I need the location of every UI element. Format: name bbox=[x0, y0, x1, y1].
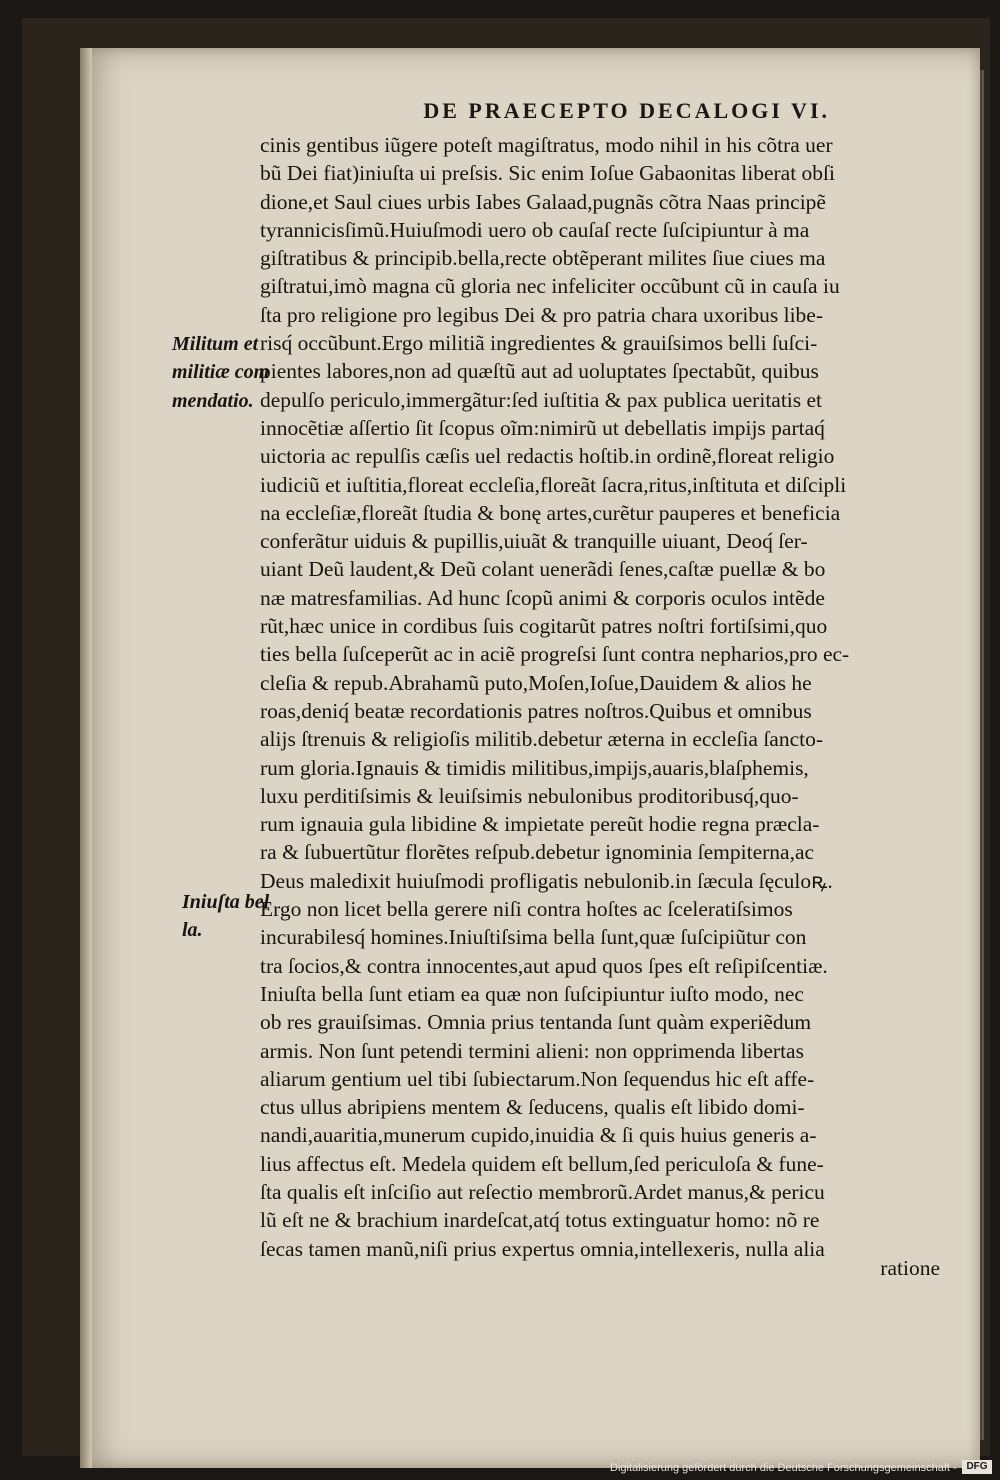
marginal-line: mendatio. bbox=[172, 389, 254, 412]
dfg-logo: DFG bbox=[962, 1460, 992, 1474]
running-header: DE PRAECEPTO DECALOGI VI. bbox=[423, 98, 830, 123]
text-line: Deus maledixit huiuſmodi profligatis nebulonib.in ſæcula ſęculoꝶ. bbox=[260, 868, 833, 893]
text-line: incurabilesq́ homines.Iniuſtiſsima bella ſunt,quæ ſuſcipiũtur con bbox=[260, 925, 807, 950]
text-line: pientes labores,non ad quæſtũ aut ad uoluptates ſpectabũt, quibus bbox=[260, 359, 819, 384]
spine-shadow bbox=[80, 48, 92, 1468]
marginal-line: Iniuſta bel bbox=[182, 891, 270, 913]
digitization-credit: Digitalisierung gefördert durch die Deutsche Forschungsgemeinschaft - bbox=[610, 1462, 957, 1474]
text-line: giſtratui,imò magna cũ gloria nec infeliciter occũbunt cũ in cauſa iu bbox=[260, 274, 840, 299]
marginal-note-iniusta bbox=[182, 888, 269, 945]
text-line: ob res grauiſsimas. Omnia prius tentanda ſunt quàm experiẽdum bbox=[260, 1010, 812, 1035]
text-line: giſtratibus & principib.bella,recte obtẽperant milites ſiue ciues ma bbox=[260, 246, 826, 271]
marginal-note-militum bbox=[172, 330, 269, 415]
text-line: næ matresfamilias. Ad hunc ſcopũ animi & corporis oculos intẽde bbox=[260, 585, 825, 610]
text-line: ra & ſubuertũtur florẽtes reſpub.debetur ignominia ſempiterna,ac bbox=[260, 840, 815, 865]
text-line: cinis gentibus iũgere poteſt magiſtratus, modo nihil in his cõtra uer bbox=[260, 133, 833, 157]
text-line: uiant Deũ laudent,& Deũ colant uenerãdi ſenes,caſtæ puellæ & bo bbox=[260, 557, 826, 582]
text-line: lius affectus eſt. Medela quidem eſt bellum,ſed periculoſa & fune- bbox=[260, 1151, 824, 1176]
text-line: nandi,auaritia,munerum cupido,inuidia & ſi quis huius generis a- bbox=[260, 1123, 817, 1148]
text-line: risq́ occũbunt.Ergo militiã ingredientes & grauiſsimos belli ſuſci- bbox=[260, 331, 818, 356]
text-line: ſta qualis eſt inſciſio aut reſectio membrorũ.Ardet manus,& pericu bbox=[260, 1179, 825, 1204]
marginal-line: militiæ com bbox=[172, 361, 270, 384]
text-line: ſecas tamen manũ,niſi prius expertus omnia,intellexeris, nulla alia bbox=[260, 1236, 825, 1261]
body-text bbox=[260, 131, 950, 1263]
text-line: aliarum gentium uel tibi ſubiectarum.Non ſequendus hic eſt affe- bbox=[260, 1066, 815, 1091]
catchword: ratione bbox=[880, 1256, 940, 1280]
text-line: ties bella ſuſceperũt ac in aciẽ progreſsi ſunt contra nepharios,pro ec- bbox=[260, 642, 850, 667]
text-line: Ergo non licet bella gerere niſi contra hoſtes ac ſceleratiſsimos bbox=[260, 897, 793, 922]
text-line: dione,et Saul ciues urbis Iabes Galaad,pugnãs cõtra Naas principẽ bbox=[260, 189, 826, 214]
text-line: conferãtur uiduis & pupillis,uiuãt & tranquille uiuant, Deoq́ ſer- bbox=[260, 529, 808, 554]
text-line: tyrannicisſimũ.Huiuſmodi uero ob cauſaſ recte ſuſcipiuntur à ma bbox=[260, 217, 810, 242]
text-line: innocẽtiæ aſſertio ſit ſcopus oĩm:nimirũ ut debellatis impijs partaq́ bbox=[260, 415, 825, 440]
text-line: roas,deniq́ beatæ recordationis patres noſtros.Quibus et omnibus bbox=[260, 698, 812, 723]
text-line: depulſo periculo,immergãtur:ſed iuſtitia & pax publica ueritatis et bbox=[260, 387, 823, 412]
text-line: bũ Dei fiat)iniuſta ui preſsis. Sic enim Ioſue Gabaonitas liberat obſi bbox=[260, 161, 835, 186]
text-line: rum gloria.Ignauis & timidis militibus,impijs,auaris,blaſphemis, bbox=[260, 755, 809, 780]
text-line: lũ eſt ne & brachium inardeſcat,atq́ totus extinguatur homo: nõ re bbox=[260, 1208, 820, 1233]
text-line: uictoria ac repulſis cæſis uel redactis hoſtib.in ordinẽ,floreat religio bbox=[260, 444, 835, 469]
text-line: rũt,hæc unice in cordibus ſuis cogitarũt patres noſtri fortiſsimi,quo bbox=[260, 614, 828, 639]
marginal-line: la. bbox=[182, 919, 203, 942]
text-line: alijs ſtrenuis & religioſis militib.debetur æterna in eccleſia ſancto- bbox=[260, 727, 824, 752]
text-line: Iniuſta bella ſunt etiam ea quæ non ſuſcipiuntur iuſto modo, nec bbox=[260, 981, 804, 1006]
text-line: rum ignauia gula libidine & impietate pereũt hodie regna præcla- bbox=[260, 812, 820, 837]
text-line: ctus ullus abripiens mentem & ſeducens, qualis eſt libido domi- bbox=[260, 1095, 805, 1120]
text-line: iudiciũ et iuſtitia,floreat eccleſia,floreãt ſacra,ritus,inſtituta et diſcipli bbox=[260, 472, 847, 497]
text-line: ſta pro religione pro legibus Dei & pro patria chara uxoribus libe- bbox=[260, 302, 824, 327]
text-line: na eccleſiæ,floreãt ſtudia & bonę artes,curẽtur pauperes et beneficia bbox=[260, 500, 841, 525]
marginal-line: Militum et bbox=[172, 333, 259, 355]
text-line: armis. Non ſunt petendi termini alieni: non opprimenda libertas bbox=[260, 1038, 804, 1063]
text-line: luxu perditiſsimis & leuiſsimis nebulonibus proditoribusq́,quo- bbox=[260, 783, 799, 808]
text-line: tra ſocios,& contra innocentes,aut apud quos ſpes eſt reſipiſcentiæ. bbox=[260, 953, 828, 978]
text-line: cleſia & repub.Abrahamũ puto,Moſen,Ioſue,Dauidem & alios he bbox=[260, 670, 812, 695]
